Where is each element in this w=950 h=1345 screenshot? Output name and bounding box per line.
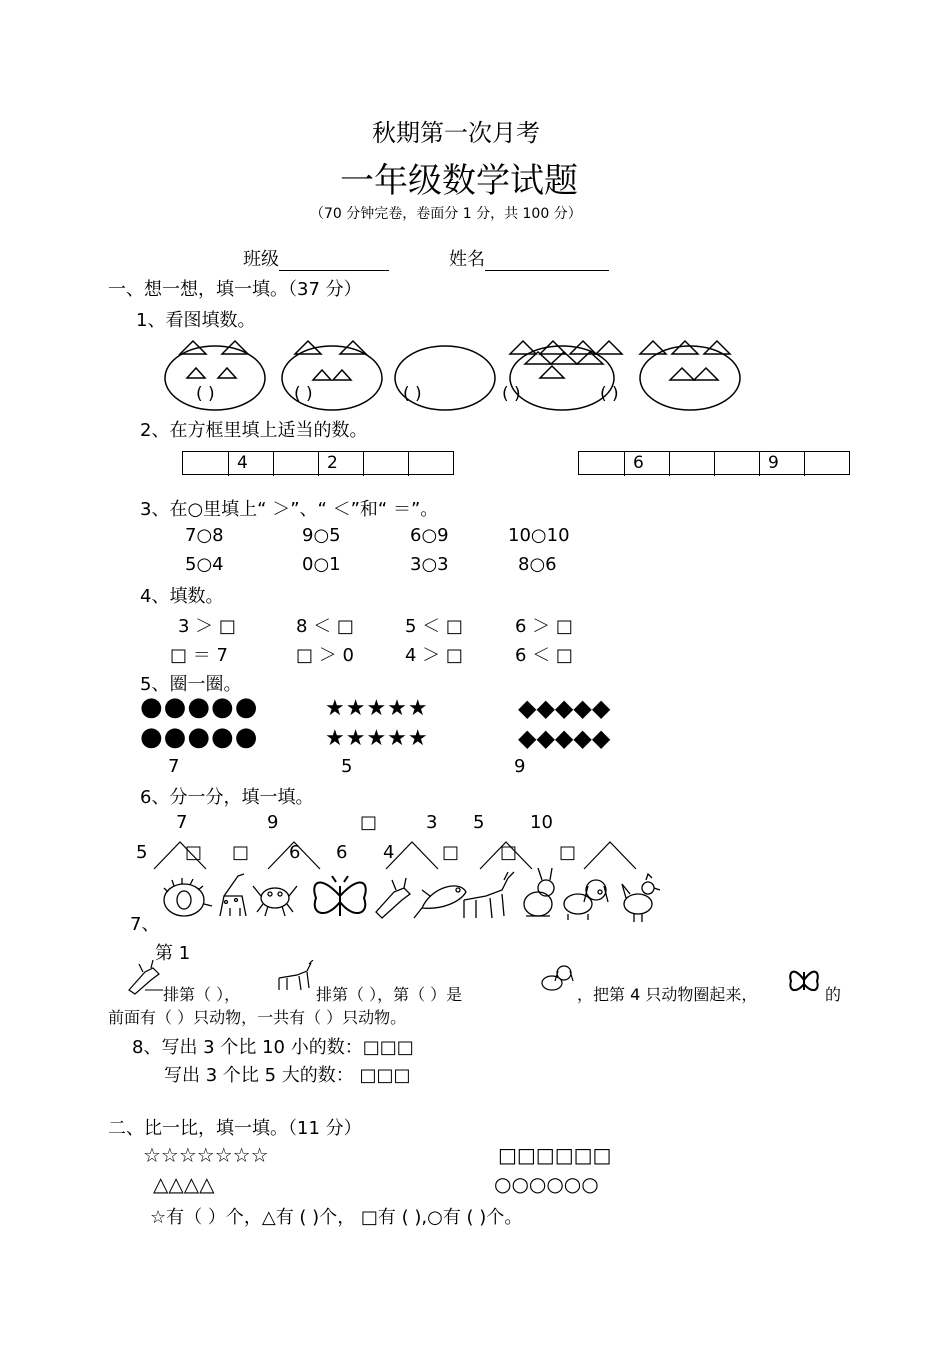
rooster-icon [622, 874, 660, 922]
crab-icon [253, 886, 297, 916]
q5-num: 5 [341, 756, 353, 777]
dog-icon [564, 880, 608, 920]
q2-label: 2、在方框里填上适当的数。 [140, 420, 368, 441]
part2-triangles: △△△△ [153, 1172, 215, 1196]
q3-item[interactable]: 8○6 [518, 554, 557, 575]
butterfly-icon [314, 876, 365, 916]
name-blank[interactable] [485, 252, 609, 271]
q3-item[interactable]: 10○10 [508, 525, 570, 546]
q6-top[interactable]: 5 [473, 812, 485, 833]
q7-text-3: ，把第 4 只动物圈起来， [577, 985, 758, 1004]
q2b-cell[interactable] [579, 452, 625, 476]
q2a-cell[interactable] [364, 452, 409, 476]
q5-diamonds-row-2: ◆◆◆◆◆ [518, 724, 611, 752]
q1-figures [160, 336, 750, 412]
butterfly-icon [786, 964, 822, 996]
q2b-cell[interactable] [805, 452, 849, 476]
q4-item[interactable]: 5 ＜ □ [405, 616, 463, 637]
q6-bottom[interactable]: □ [442, 842, 460, 863]
q2a-cell[interactable] [274, 452, 319, 476]
q6-bottom[interactable]: 6 [336, 842, 348, 863]
q6-top[interactable]: 9 [267, 812, 279, 833]
q6-top[interactable]: 3 [426, 812, 438, 833]
q7-animal-row [160, 868, 672, 926]
q5-num: 9 [514, 756, 526, 777]
bird-icon [125, 960, 165, 996]
rabbit-icon [524, 868, 554, 916]
q2a-cell[interactable] [183, 452, 229, 476]
q6-label: 6、分一分，填一填。 [140, 787, 314, 808]
q6-bottom[interactable]: □ [500, 842, 518, 863]
q1-label: 1、看图填数。 [136, 310, 256, 331]
q5-num: 7 [168, 756, 180, 777]
exam-info: （70 分钟完卷，卷面分 1 分，共 100 分） [310, 206, 582, 222]
q6-bottom[interactable]: □ [559, 842, 577, 863]
giraffe-icon [220, 874, 246, 916]
q2a-cell[interactable] [409, 452, 453, 476]
q5-circles-row-1: ●●●●● [140, 692, 259, 722]
q2b-cell[interactable] [670, 452, 715, 476]
q6-bottom[interactable]: □ [232, 842, 250, 863]
class-field [243, 245, 389, 271]
q7-text-2: 排第（ ），第（ ）是 [316, 985, 463, 1004]
class-blank[interactable] [279, 252, 389, 271]
q4-item[interactable]: 3 ＞ □ [178, 616, 236, 637]
q4-item[interactable]: 8 ＜ □ [296, 616, 354, 637]
q2b-cell[interactable]: 9 [760, 452, 805, 476]
part1-heading: 一、想一想，填一填。（37 分） [108, 279, 362, 300]
part2-circles: ○○○○○○ [494, 1172, 599, 1196]
q3-item[interactable]: 0○1 [302, 554, 341, 575]
class-label: 班级 [243, 249, 279, 270]
q2-number-strip-a [182, 451, 454, 475]
hedgehog-icon [164, 878, 212, 916]
q3-label: 3、在○里填上“ ＞”、“ ＜”和“ ＝”。 [140, 499, 439, 520]
q3-item[interactable]: 5○4 [185, 554, 224, 575]
q4-item[interactable]: 4 ＞ □ [405, 645, 463, 666]
q5-diamonds-row-1: ◆◆◆◆◆ [518, 694, 611, 722]
q6-top[interactable]: □ [360, 812, 378, 833]
q1-blank-3[interactable]: ( ) [403, 384, 422, 404]
q7-number: 7、 [130, 914, 160, 935]
name-field [449, 245, 609, 271]
q1-blank-2[interactable]: ( ) [294, 384, 313, 404]
part2-stars: ☆☆☆☆☆☆☆ [143, 1143, 269, 1167]
q7-text-1: 排第（ ）， [163, 985, 241, 1004]
fish-icon [414, 886, 466, 918]
q6-bottom[interactable]: 4 [383, 842, 395, 863]
q6-top[interactable]: 10 [530, 812, 553, 833]
part2-heading: 二、比一比，填一填。（11 分） [108, 1118, 362, 1139]
q5-stars-row-2: ★★★★★ [325, 726, 429, 751]
dog-icon [538, 963, 576, 995]
q5-label: 5、圈一圈。 [140, 674, 242, 695]
q3-item[interactable]: 3○3 [410, 554, 449, 575]
q4-label: 4、填数。 [140, 586, 224, 607]
q3-item[interactable]: 6○9 [410, 525, 449, 546]
name-label: 姓名 [449, 249, 485, 270]
q2b-cell[interactable] [715, 452, 760, 476]
part2-answer-line[interactable]: ☆有（ ）个，△有 ( )个， □有 ( ),○有 ( )个。 [150, 1207, 523, 1228]
q3-item[interactable]: 7○8 [185, 525, 224, 546]
q3-item[interactable]: 9○5 [302, 525, 341, 546]
q4-item[interactable]: 6 ＞ □ [515, 616, 573, 637]
q7-first: 第 1 [155, 943, 191, 964]
q2a-cell[interactable]: 4 [229, 452, 274, 476]
q2b-cell[interactable]: 6 [625, 452, 670, 476]
goat-icon [464, 872, 514, 918]
q5-stars-row-1: ★★★★★ [325, 696, 429, 721]
q6-top[interactable]: 7 [176, 812, 188, 833]
q5-circles-row-2: ●●●●● [140, 722, 259, 752]
q8-line-2[interactable]: 写出 3 个比 5 大的数： □□□ [164, 1065, 411, 1086]
exam-subtitle-top: 秋期第一次月考 [372, 119, 540, 147]
q4-item[interactable]: □ ＞ 0 [296, 645, 354, 666]
q2a-cell[interactable]: 2 [319, 452, 364, 476]
q2-number-strip-b [578, 451, 850, 475]
bird-icon [376, 878, 410, 918]
q6-bottom[interactable]: 5 [136, 842, 148, 863]
q7-text-4: 的 [825, 985, 842, 1004]
q4-item[interactable]: 6 ＜ □ [515, 645, 573, 666]
q1-blank-4[interactable]: ( ) [502, 384, 521, 404]
part2-squares: □□□□□□ [498, 1143, 612, 1167]
q6-bottom[interactable]: 6 [289, 842, 301, 863]
q8-line-1[interactable]: 8、写出 3 个比 10 小的数：□□□ [132, 1037, 414, 1058]
goat-icon [275, 960, 315, 994]
q7-text-5: 前面有（ ）只动物，一共有（ ）只动物。 [108, 1008, 407, 1027]
exam-title: 一年级数学试题 [340, 161, 578, 201]
q4-item[interactable]: □ ＝ 7 [170, 645, 228, 666]
q1-blank-1[interactable]: ( ) [196, 384, 215, 404]
q6-bottom[interactable]: □ [185, 842, 203, 863]
q1-blank-5[interactable]: ( ) [600, 384, 619, 404]
